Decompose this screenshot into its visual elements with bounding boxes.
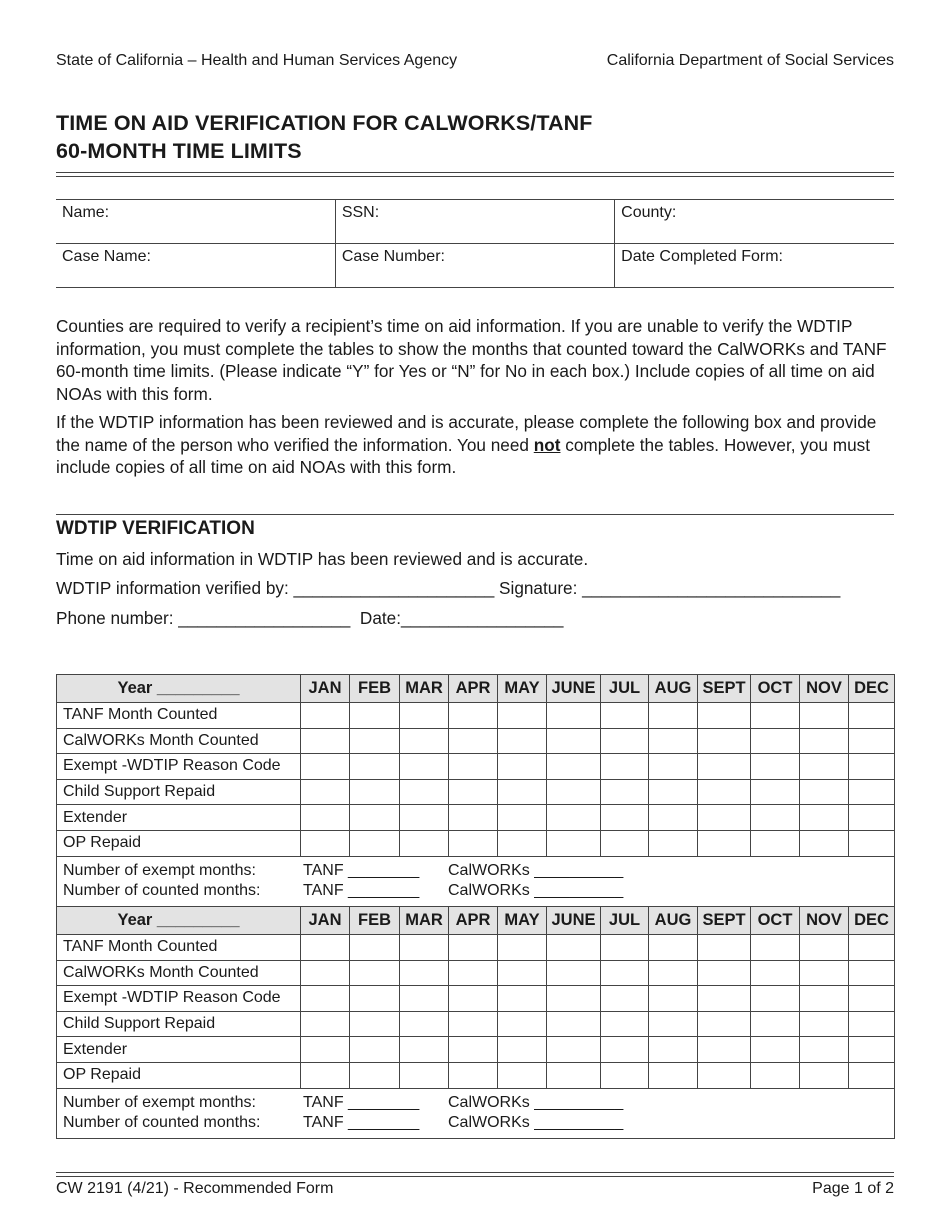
entry-cell-dec[interactable] (849, 830, 895, 856)
time-on-aid-table-2 (56, 906, 895, 1139)
table-row (57, 1037, 895, 1063)
exempt-tanf-blank[interactable]: TANF ________ (303, 1094, 420, 1112)
entry-cell-aug[interactable] (649, 986, 698, 1012)
entry-cell-may[interactable] (498, 754, 547, 780)
month-header-may: MAY (498, 675, 547, 703)
entry-cell-june[interactable] (547, 1011, 601, 1037)
case-name-field[interactable] (56, 244, 335, 288)
entry-cell-jul[interactable] (601, 935, 649, 961)
entry-cell-nov[interactable] (800, 754, 849, 780)
case-number-label: Case Number: (341, 248, 445, 265)
entry-cell-oct[interactable] (751, 805, 800, 831)
entry-cell-june[interactable] (547, 1037, 601, 1063)
entry-cell-sept[interactable] (698, 728, 751, 754)
county-field[interactable] (615, 200, 894, 244)
counted-calworks-blank[interactable]: CalWORKs __________ (448, 882, 624, 900)
entry-cell-nov[interactable] (800, 805, 849, 831)
entry-cell-aug[interactable] (649, 805, 698, 831)
entry-cell-apr[interactable] (449, 728, 498, 754)
entry-cell-mar[interactable] (400, 1011, 449, 1037)
month-header-mar: MAR (400, 675, 449, 703)
row-label: CalWORKs Month Counted (57, 728, 301, 754)
entry-cell-apr[interactable] (449, 805, 498, 831)
entry-cell-apr[interactable] (449, 960, 498, 986)
entry-cell-apr[interactable] (449, 1011, 498, 1037)
entry-cell-sept[interactable] (698, 1011, 751, 1037)
month-header-june: JUNE (547, 907, 601, 935)
entry-cell-apr[interactable] (449, 1062, 498, 1088)
verification-rule (56, 514, 894, 515)
verified-by-line[interactable]: WDTIP information verified by: _____________________ Signature: ___________________________ (56, 578, 841, 598)
entry-cell-sept[interactable] (698, 986, 751, 1012)
entry-cell-jan[interactable] (301, 986, 350, 1012)
county-label: County: (621, 204, 677, 221)
entry-cell-feb[interactable] (350, 830, 400, 856)
time-on-aid-table-1 (56, 674, 895, 907)
row-label: CalWORKs Month Counted (57, 960, 301, 986)
entry-cell-sept[interactable] (698, 1062, 751, 1088)
entry-cell-apr[interactable] (449, 986, 498, 1012)
ssn-label: SSN: (341, 204, 380, 221)
month-header-june: JUNE (547, 675, 601, 703)
entry-cell-jan[interactable] (301, 960, 350, 986)
summary-row (57, 856, 895, 906)
entry-cell-dec[interactable] (849, 728, 895, 754)
entry-cell-jul[interactable] (601, 960, 649, 986)
case-name-label: Case Name: (62, 248, 151, 265)
title-line-1: TIME ON AID VERIFICATION FOR CALWORKS/TANF (56, 111, 593, 135)
entry-cell-sept[interactable] (698, 805, 751, 831)
entry-cell-dec[interactable] (849, 779, 895, 805)
entry-cell-nov[interactable] (800, 1011, 849, 1037)
month-header-apr: APR (449, 907, 498, 935)
entry-cell-sept[interactable] (698, 703, 751, 729)
month-header-oct: OCT (751, 675, 800, 703)
year-header[interactable]: Year _________ (57, 675, 301, 703)
entry-cell-june[interactable] (547, 986, 601, 1012)
row-label: Extender (57, 1037, 301, 1063)
instructions-paragraph-1: Counties are required to verify a recipient’s time on aid information. If you are unable to verify the WDTIP information, you must complete the tables to show the months that counted toward the CalWORKs and TANF 60-month time limits. (Please indicate “Y” for Yes or “N” for No in each box.) Include copies of all time on aid NOAs with this form. (56, 316, 887, 404)
entry-cell-dec[interactable] (849, 805, 895, 831)
exempt-tanf-blank[interactable]: TANF ________ (303, 862, 420, 880)
month-header-jan: JAN (301, 675, 350, 703)
footer-rule-top (56, 1172, 894, 1173)
entry-cell-mar[interactable] (400, 779, 449, 805)
entry-cell-may[interactable] (498, 1062, 547, 1088)
entry-cell-oct[interactable] (751, 830, 800, 856)
entry-cell-may[interactable] (498, 805, 547, 831)
entry-cell-june[interactable] (547, 728, 601, 754)
entry-cell-may[interactable] (498, 1011, 547, 1037)
entry-cell-may[interactable] (498, 935, 547, 961)
table-row (57, 1011, 895, 1037)
month-header-dec: DEC (849, 907, 895, 935)
entry-cell-june[interactable] (547, 754, 601, 780)
month-header-jul: JUL (601, 907, 649, 935)
entry-cell-jul[interactable] (601, 1062, 649, 1088)
entry-cell-sept[interactable] (698, 779, 751, 805)
entry-cell-nov[interactable] (800, 986, 849, 1012)
entry-cell-may[interactable] (498, 728, 547, 754)
month-header-dec: DEC (849, 675, 895, 703)
date-completed-label: Date Completed Form: (621, 248, 783, 265)
page-number: Page 1 of 2 (812, 1180, 894, 1197)
summary-row (57, 1088, 895, 1138)
entry-cell-mar[interactable] (400, 986, 449, 1012)
entry-cell-jan[interactable] (301, 1011, 350, 1037)
row-label: OP Repaid (57, 1062, 301, 1088)
entry-cell-jul[interactable] (601, 754, 649, 780)
entry-cell-feb[interactable] (350, 1011, 400, 1037)
entry-cell-oct[interactable] (751, 986, 800, 1012)
entry-cell-jan[interactable] (301, 728, 350, 754)
name-label: Name: (62, 204, 110, 221)
month-header-jul: JUL (601, 675, 649, 703)
entry-cell-jul[interactable] (601, 1037, 649, 1063)
entry-cell-may[interactable] (498, 830, 547, 856)
entry-cell-apr[interactable] (449, 703, 498, 729)
entry-cell-mar[interactable] (400, 830, 449, 856)
entry-cell-nov[interactable] (800, 830, 849, 856)
entry-cell-aug[interactable] (649, 728, 698, 754)
entry-cell-aug[interactable] (649, 703, 698, 729)
table-header-row (57, 907, 895, 935)
table-row (57, 830, 895, 856)
ssn-field[interactable] (335, 200, 614, 244)
entry-cell-aug[interactable] (649, 1062, 698, 1088)
entry-cell-oct[interactable] (751, 728, 800, 754)
month-header-aug: AUG (649, 907, 698, 935)
title-rule-bottom (56, 176, 894, 177)
entry-cell-oct[interactable] (751, 779, 800, 805)
exempt-calworks-blank[interactable]: CalWORKs __________ (448, 1094, 624, 1112)
entry-cell-oct[interactable] (751, 1011, 800, 1037)
entry-cell-oct[interactable] (751, 1062, 800, 1088)
entry-cell-aug[interactable] (649, 754, 698, 780)
identification-fields (56, 199, 894, 288)
entry-cell-feb[interactable] (350, 779, 400, 805)
month-header-apr: APR (449, 675, 498, 703)
counted-calworks-blank[interactable]: CalWORKs __________ (448, 1114, 624, 1132)
entry-cell-jan[interactable] (301, 754, 350, 780)
entry-cell-jan[interactable] (301, 779, 350, 805)
page-title (56, 109, 593, 165)
entry-cell-feb[interactable] (350, 986, 400, 1012)
phone-date-line[interactable]: Phone number: __________________ Date:_________________ (56, 608, 564, 628)
exempt-calworks-blank[interactable]: CalWORKs __________ (448, 862, 624, 880)
entry-cell-apr[interactable] (449, 830, 498, 856)
entry-cell-mar[interactable] (400, 1037, 449, 1063)
table-row (57, 1062, 895, 1088)
table-header-row (57, 675, 895, 703)
entry-cell-dec[interactable] (849, 1037, 895, 1063)
entry-cell-oct[interactable] (751, 703, 800, 729)
entry-cell-nov[interactable] (800, 1037, 849, 1063)
month-header-jan: JAN (301, 907, 350, 935)
not-emphasis: not (533, 434, 561, 455)
entry-cell-feb[interactable] (350, 960, 400, 986)
footer-rule-bottom (56, 1176, 894, 1177)
counted-months-label: Number of counted months: (63, 1114, 261, 1132)
entry-cell-nov[interactable] (800, 935, 849, 961)
entry-cell-dec[interactable] (849, 986, 895, 1012)
year-header[interactable]: Year _________ (57, 907, 301, 935)
verification-heading: WDTIP VERIFICATION (56, 518, 255, 539)
entry-cell-june[interactable] (547, 805, 601, 831)
entry-cell-dec[interactable] (849, 754, 895, 780)
agency-header: State of California – Health and Human Services Agency (56, 52, 458, 69)
entry-cell-jul[interactable] (601, 830, 649, 856)
month-header-feb: FEB (350, 907, 400, 935)
entry-cell-dec[interactable] (849, 1062, 895, 1088)
entry-cell-june[interactable] (547, 830, 601, 856)
month-header-may: MAY (498, 907, 547, 935)
case-number-field[interactable] (335, 244, 614, 288)
entry-cell-apr[interactable] (449, 1037, 498, 1063)
table-row (57, 935, 895, 961)
exempt-months-label: Number of exempt months: (63, 1094, 256, 1112)
month-header-sept: SEPT (698, 675, 751, 703)
entry-cell-may[interactable] (498, 1037, 547, 1063)
entry-cell-jan[interactable] (301, 830, 350, 856)
form-id: CW 2191 (4/21) - Recommended Form (56, 1180, 334, 1197)
title-line-2: 60-MONTH TIME LIMITS (56, 139, 302, 163)
verification-statement: Time on aid information in WDTIP has been reviewed and is accurate. (56, 549, 589, 569)
entry-cell-jul[interactable] (601, 728, 649, 754)
month-header-sept: SEPT (698, 907, 751, 935)
entry-cell-apr[interactable] (449, 754, 498, 780)
entry-cell-sept[interactable] (698, 960, 751, 986)
entry-cell-oct[interactable] (751, 754, 800, 780)
month-header-feb: FEB (350, 675, 400, 703)
counted-tanf-blank[interactable]: TANF ________ (303, 882, 420, 900)
month-header-nov: NOV (800, 907, 849, 935)
entry-cell-mar[interactable] (400, 728, 449, 754)
entry-cell-mar[interactable] (400, 1062, 449, 1088)
entry-cell-mar[interactable] (400, 805, 449, 831)
title-rule-top (56, 172, 894, 173)
name-field[interactable] (56, 200, 335, 244)
month-header-nov: NOV (800, 675, 849, 703)
row-label: TANF Month Counted (57, 703, 301, 729)
entry-cell-june[interactable] (547, 703, 601, 729)
table-row (57, 805, 895, 831)
row-label: Child Support Repaid (57, 1011, 301, 1037)
row-label: Extender (57, 805, 301, 831)
entry-cell-jan[interactable] (301, 1037, 350, 1063)
entry-cell-june[interactable] (547, 960, 601, 986)
entry-cell-feb[interactable] (350, 728, 400, 754)
entry-cell-jul[interactable] (601, 1011, 649, 1037)
month-header-mar: MAR (400, 907, 449, 935)
entry-cell-jul[interactable] (601, 779, 649, 805)
entry-cell-june[interactable] (547, 935, 601, 961)
entry-cell-june[interactable] (547, 779, 601, 805)
entry-cell-feb[interactable] (350, 805, 400, 831)
entry-cell-may[interactable] (498, 779, 547, 805)
entry-cell-oct[interactable] (751, 960, 800, 986)
entry-cell-feb[interactable] (350, 703, 400, 729)
entry-cell-mar[interactable] (400, 703, 449, 729)
entry-cell-dec[interactable] (849, 703, 895, 729)
row-label: OP Repaid (57, 830, 301, 856)
entry-cell-sept[interactable] (698, 754, 751, 780)
entry-cell-apr[interactable] (449, 779, 498, 805)
entry-cell-may[interactable] (498, 703, 547, 729)
entry-cell-oct[interactable] (751, 935, 800, 961)
entry-cell-mar[interactable] (400, 754, 449, 780)
entry-cell-jan[interactable] (301, 1062, 350, 1088)
exempt-months-label: Number of exempt months: (63, 862, 256, 880)
entry-cell-aug[interactable] (649, 830, 698, 856)
entry-cell-oct[interactable] (751, 1037, 800, 1063)
month-header-aug: AUG (649, 675, 698, 703)
entry-cell-aug[interactable] (649, 1011, 698, 1037)
table-row (57, 779, 895, 805)
department-header: California Department of Social Services (606, 52, 894, 69)
entry-cell-feb[interactable] (350, 754, 400, 780)
row-label: TANF Month Counted (57, 935, 301, 961)
entry-cell-dec[interactable] (849, 1011, 895, 1037)
entry-cell-june[interactable] (547, 1062, 601, 1088)
month-header-oct: OCT (751, 907, 800, 935)
entry-cell-nov[interactable] (800, 728, 849, 754)
entry-cell-may[interactable] (498, 986, 547, 1012)
entry-cell-mar[interactable] (400, 960, 449, 986)
entry-cell-jan[interactable] (301, 703, 350, 729)
date-completed-field[interactable] (615, 244, 894, 288)
entry-cell-may[interactable] (498, 960, 547, 986)
entry-cell-nov[interactable] (800, 779, 849, 805)
entry-cell-sept[interactable] (698, 935, 751, 961)
entry-cell-feb[interactable] (350, 1037, 400, 1063)
table-row (57, 703, 895, 729)
entry-cell-jul[interactable] (601, 986, 649, 1012)
entry-cell-aug[interactable] (649, 960, 698, 986)
counted-tanf-blank[interactable]: TANF ________ (303, 1114, 420, 1132)
instructions-paragraph-2: If the WDTIP information has been reviewed and is accurate, please complete the following box and provide the name of the person who verified the information. You need not complete the tables. However, you must include copies of all time on aid NOAs with this form. (56, 412, 877, 477)
counted-months-label: Number of counted months: (63, 882, 261, 900)
entry-cell-aug[interactable] (649, 935, 698, 961)
entry-cell-feb[interactable] (350, 1062, 400, 1088)
table-row (57, 754, 895, 780)
entry-cell-jul[interactable] (601, 703, 649, 729)
entry-cell-jul[interactable] (601, 805, 649, 831)
table-row (57, 986, 895, 1012)
table-row (57, 960, 895, 986)
entry-cell-sept[interactable] (698, 1037, 751, 1063)
entry-cell-nov[interactable] (800, 960, 849, 986)
entry-cell-apr[interactable] (449, 935, 498, 961)
entry-cell-mar[interactable] (400, 935, 449, 961)
entry-cell-nov[interactable] (800, 703, 849, 729)
row-label: Child Support Repaid (57, 779, 301, 805)
entry-cell-jan[interactable] (301, 935, 350, 961)
entry-cell-feb[interactable] (350, 935, 400, 961)
entry-cell-dec[interactable] (849, 960, 895, 986)
entry-cell-nov[interactable] (800, 1062, 849, 1088)
entry-cell-aug[interactable] (649, 1037, 698, 1063)
entry-cell-jan[interactable] (301, 805, 350, 831)
row-label: Exempt -WDTIP Reason Code (57, 754, 301, 780)
entry-cell-dec[interactable] (849, 935, 895, 961)
entry-cell-sept[interactable] (698, 830, 751, 856)
row-label: Exempt -WDTIP Reason Code (57, 986, 301, 1012)
table-row (57, 728, 895, 754)
entry-cell-aug[interactable] (649, 779, 698, 805)
